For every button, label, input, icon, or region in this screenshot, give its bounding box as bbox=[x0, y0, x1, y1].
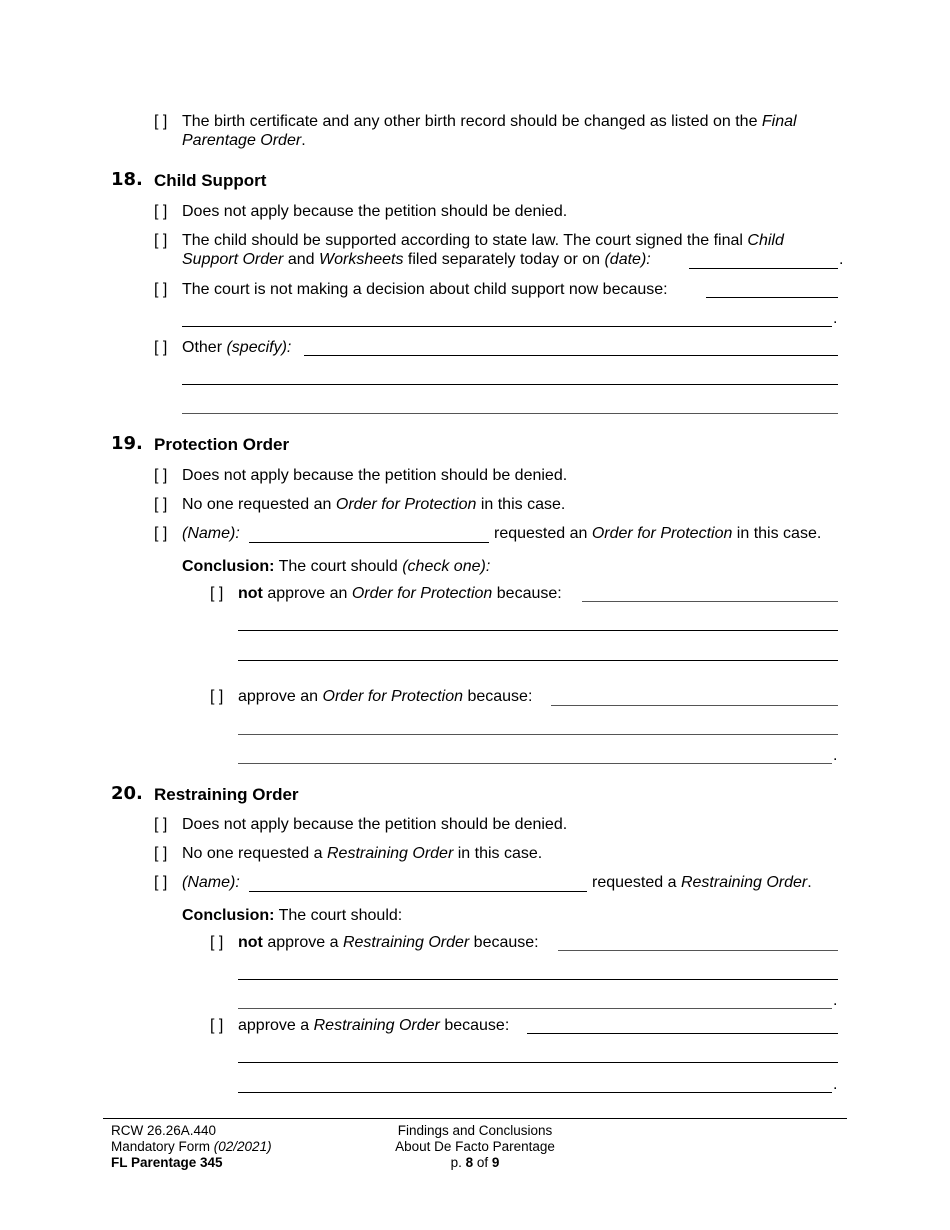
footer-mandatory-form: Mandatory Form (02/2021) bbox=[111, 1139, 272, 1154]
birth-record-text-line1: The birth certificate and any other birth record should be changed as listed on the Final bbox=[182, 113, 797, 130]
s19-approve-field-1[interactable] bbox=[551, 705, 838, 706]
s19-name-field[interactable] bbox=[249, 542, 489, 543]
s20-denied-checkbox[interactable]: [ ] bbox=[154, 816, 168, 833]
section-20-title: Restraining Order bbox=[154, 785, 299, 804]
section-18-number: 18. bbox=[111, 169, 143, 190]
s19-approve-text: approve an Order for Protection because: bbox=[238, 688, 533, 705]
s19-not-approve-checkbox[interactable]: [ ] bbox=[210, 585, 224, 602]
birth-record-checkbox[interactable]: [ ] bbox=[154, 113, 168, 130]
s18-no-decision-field-1[interactable] bbox=[706, 297, 838, 298]
s20-not-approve-text: not approve a Restraining Order because: bbox=[238, 934, 539, 951]
s18-state-law-line1: The child should be supported according to state law. The court signed the final Child bbox=[182, 232, 784, 249]
s20-not-approve-field-3[interactable] bbox=[238, 1008, 832, 1009]
s20-name-label: (Name): bbox=[182, 874, 240, 891]
section-19-title: Protection Order bbox=[154, 435, 290, 454]
s19-not-approve-field-3[interactable] bbox=[238, 660, 838, 661]
s18-date-field[interactable] bbox=[689, 268, 838, 269]
s20-approve-checkbox[interactable]: [ ] bbox=[210, 1017, 224, 1034]
s18-other-checkbox[interactable]: [ ] bbox=[154, 339, 168, 356]
s19-no-one-text: No one requested an Order for Protection in this case. bbox=[182, 496, 566, 513]
section-19-number: 19. bbox=[111, 433, 143, 454]
s20-not-approve-checkbox[interactable]: [ ] bbox=[210, 934, 224, 951]
section-20-number: 20. bbox=[111, 783, 143, 804]
footer-title-line1: Findings and Conclusions bbox=[397, 1123, 553, 1138]
s19-approve-period: . bbox=[833, 747, 838, 764]
s20-name-checkbox[interactable]: [ ] bbox=[154, 874, 168, 891]
s19-requested-text: requested an Order for Protection in this case. bbox=[494, 525, 822, 542]
s18-no-decision-text: The court is not making a decision about child support now because: bbox=[182, 281, 668, 298]
s19-approve-field-2[interactable] bbox=[238, 734, 838, 735]
s18-state-law-checkbox[interactable]: [ ] bbox=[154, 232, 168, 249]
s20-requested-text: requested a Restraining Order. bbox=[592, 874, 812, 891]
footer-title-line2: About De Facto Parentage bbox=[395, 1139, 555, 1154]
s18-denied-checkbox[interactable]: [ ] bbox=[154, 203, 168, 220]
s18-other-field-3[interactable] bbox=[182, 413, 838, 414]
s19-approve-checkbox[interactable]: [ ] bbox=[210, 688, 224, 705]
s20-conclusion: Conclusion: The court should: bbox=[182, 907, 403, 924]
section-18-title: Child Support bbox=[154, 171, 267, 190]
footer-divider bbox=[103, 1118, 847, 1119]
s19-approve-field-3[interactable] bbox=[238, 763, 832, 764]
s19-denied-text: Does not apply because the petition should be denied. bbox=[182, 467, 568, 484]
s18-date-period: . bbox=[839, 251, 844, 268]
s19-conclusion: Conclusion: The court should (check one): bbox=[182, 558, 491, 575]
s20-no-one-checkbox[interactable]: [ ] bbox=[154, 845, 168, 862]
s18-other-text: Other (specify): bbox=[182, 339, 292, 356]
s20-no-one-text: No one requested a Restraining Order in this case. bbox=[182, 845, 543, 862]
footer-rcw: RCW 26.26A.440 bbox=[111, 1123, 217, 1138]
s20-approve-text: approve a Restraining Order because: bbox=[238, 1017, 510, 1034]
s20-approve-period: . bbox=[833, 1076, 838, 1093]
s18-state-law-line2: Support Order and Worksheets filed separately today or on (date): bbox=[182, 251, 651, 268]
s18-no-decision-field-2[interactable] bbox=[182, 326, 832, 327]
s20-not-approve-field-1[interactable] bbox=[558, 950, 838, 951]
s18-no-decision-checkbox[interactable]: [ ] bbox=[154, 281, 168, 298]
s20-approve-field-3[interactable] bbox=[238, 1092, 832, 1093]
s18-other-field-2[interactable] bbox=[182, 384, 838, 385]
s19-denied-checkbox[interactable]: [ ] bbox=[154, 467, 168, 484]
s19-name-checkbox[interactable]: [ ] bbox=[154, 525, 168, 542]
s20-not-approve-period: . bbox=[833, 992, 838, 1009]
s20-name-field[interactable] bbox=[249, 891, 587, 892]
footer-page-number: p. 8 of 9 bbox=[450, 1155, 500, 1170]
s19-no-one-checkbox[interactable]: [ ] bbox=[154, 496, 168, 513]
s18-no-decision-period: . bbox=[833, 310, 838, 327]
s19-not-approve-field-2[interactable] bbox=[238, 630, 838, 631]
s18-denied-text: Does not apply because the petition should be denied. bbox=[182, 203, 568, 220]
s20-denied-text: Does not apply because the petition should be denied. bbox=[182, 816, 568, 833]
s20-approve-field-1[interactable] bbox=[527, 1033, 838, 1034]
s19-not-approve-text: not approve an Order for Protection because: bbox=[238, 585, 562, 602]
s19-name-label: (Name): bbox=[182, 525, 240, 542]
s20-not-approve-field-2[interactable] bbox=[238, 979, 838, 980]
birth-record-text-line2: Parentage Order. bbox=[182, 132, 306, 149]
s19-not-approve-field-1[interactable] bbox=[582, 601, 838, 602]
s20-approve-field-2[interactable] bbox=[238, 1062, 838, 1063]
s18-other-field-1[interactable] bbox=[304, 355, 838, 356]
footer-form-id: FL Parentage 345 bbox=[111, 1155, 223, 1170]
